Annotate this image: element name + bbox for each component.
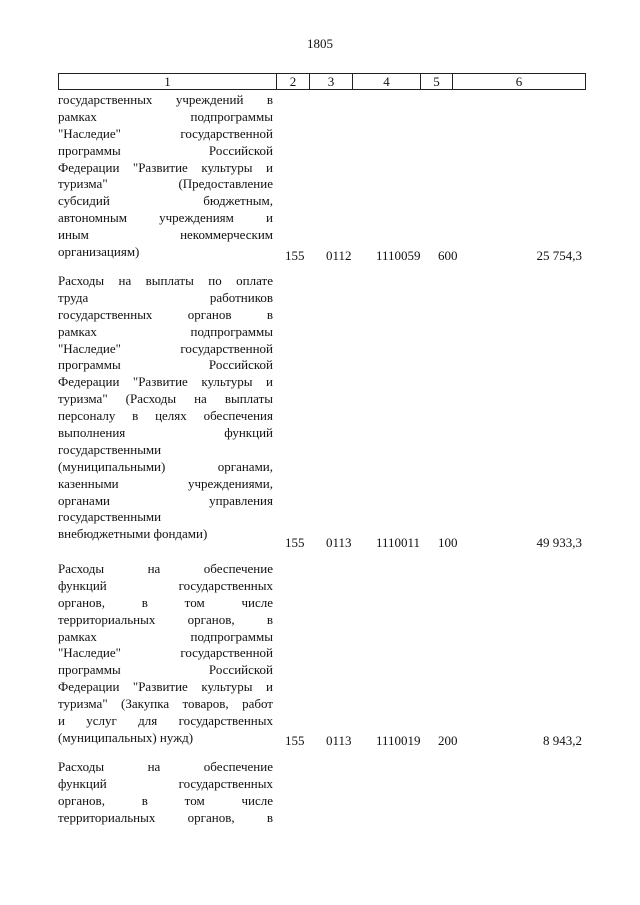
- description-line: организациям): [58, 244, 140, 260]
- cell-amount: 25 754,3: [536, 248, 582, 263]
- row-description: [58, 561, 273, 747]
- cell-target-code: 1110019: [376, 733, 421, 748]
- description-line: органов, в том числе: [58, 792, 273, 808]
- column-header-5: 5: [421, 74, 453, 89]
- description-line: Расходы на обеспечение: [58, 759, 273, 774]
- description-line: органов, в том числе: [58, 594, 273, 610]
- description-line: Федерации "Развитие культуры и: [58, 374, 273, 390]
- description-line: и услуг для государственных: [58, 713, 273, 729]
- description-line: (муниципальных) нужд): [58, 729, 194, 745]
- cell-ministry-code: 155: [285, 248, 305, 263]
- description-line: государственными: [58, 509, 162, 525]
- page-number: 1805: [307, 36, 333, 51]
- description-line: "Наследие" государственной: [58, 340, 273, 356]
- cell-expense-type: 600: [438, 248, 458, 263]
- cell-expense-type: 200: [438, 733, 458, 748]
- description-line: программы Российской: [58, 357, 273, 373]
- description-line: Расходы на выплаты по оплате: [58, 273, 273, 288]
- column-header-4: 4: [353, 74, 421, 89]
- column-header-6: 6: [515, 74, 523, 89]
- description-line: рамках подпрограммы: [58, 628, 273, 644]
- description-line: туризма" (Закупка товаров, работ: [58, 696, 273, 712]
- column-header-2: 2: [277, 74, 310, 89]
- cell-section-code: 0113: [326, 535, 352, 550]
- description-line: Федерации "Развитие культуры и: [58, 679, 273, 695]
- description-line: туризма" (Предоставление: [58, 176, 273, 192]
- description-line: функций государственных: [58, 577, 273, 593]
- description-line: рамках подпрограммы: [58, 323, 273, 339]
- description-line: программы Российской: [58, 142, 273, 158]
- description-line: органами управления: [58, 492, 273, 508]
- description-line: государственными: [58, 441, 162, 457]
- cell-ministry-code: 155: [285, 733, 305, 748]
- table-header-row: [58, 73, 586, 90]
- description-line: казенными учреждениями,: [58, 475, 273, 491]
- description-line: государственных органов в: [58, 306, 273, 322]
- row-description: [58, 92, 273, 261]
- description-line: (муниципальными) органами,: [58, 458, 273, 474]
- row-description: [58, 759, 273, 827]
- cell-target-code: 1110059: [376, 248, 421, 263]
- description-line: "Наследие" государственной: [58, 125, 273, 141]
- column-header-3: 3: [310, 74, 353, 89]
- description-line: рамках подпрограммы: [58, 108, 273, 124]
- description-line: Расходы на обеспечение: [58, 561, 273, 576]
- row-description: [58, 273, 273, 543]
- description-line: иным некоммерческим: [58, 227, 273, 243]
- description-line: Федерации "Развитие культуры и: [58, 159, 273, 175]
- cell-section-code: 0113: [326, 733, 352, 748]
- cell-target-code: 1110011: [376, 535, 421, 550]
- description-line: функций государственных: [58, 775, 273, 791]
- description-line: территориальных органов, в: [58, 809, 273, 825]
- description-line: персоналу в целях обеспечения: [58, 408, 273, 424]
- description-line: субсидий бюджетным,: [58, 193, 273, 209]
- description-line: государственных учреждений в: [58, 92, 273, 107]
- description-line: "Наследие" государственной: [58, 645, 273, 661]
- description-line: автономным учреждениям и: [58, 210, 273, 226]
- cell-amount: 49 933,3: [536, 535, 582, 550]
- description-line: внебюджетными фондами): [58, 526, 208, 542]
- cell-section-code: 0112: [326, 248, 352, 263]
- description-line: программы Российской: [58, 662, 273, 678]
- description-line: туризма" (Расходы на выплаты: [58, 391, 273, 407]
- cell-ministry-code: 155: [285, 535, 305, 550]
- cell-amount: 8 943,2: [543, 733, 582, 748]
- description-line: выполнения функций: [58, 425, 273, 441]
- description-line: территориальных органов, в: [58, 611, 273, 627]
- column-header-1: 1: [59, 74, 277, 89]
- cell-expense-type: 100: [438, 535, 458, 550]
- description-line: труда работников: [58, 289, 273, 305]
